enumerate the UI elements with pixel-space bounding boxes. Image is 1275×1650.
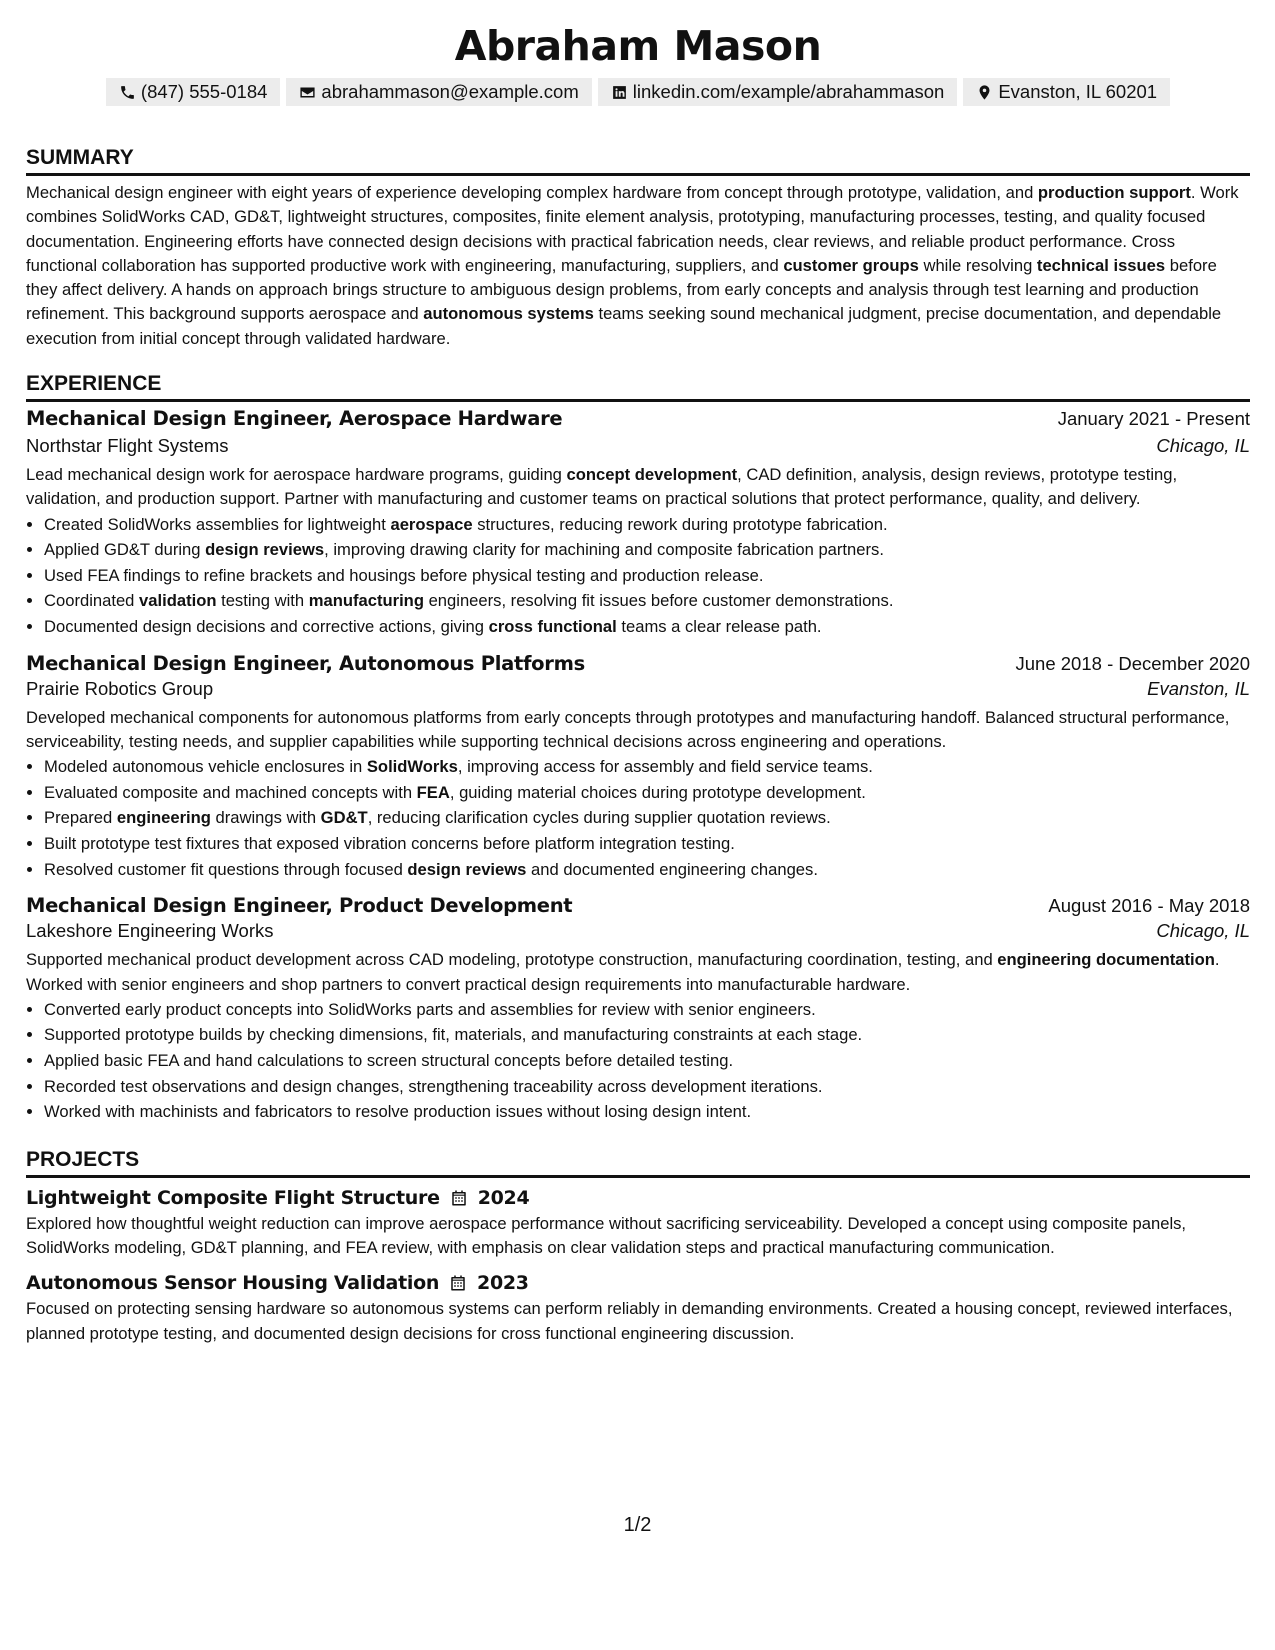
bold-keyword: validation xyxy=(139,591,217,611)
page-number: 1/2 xyxy=(623,1514,652,1536)
job-title: Mechanical Design Engineer, Aerospace Hardware xyxy=(26,407,563,431)
bullet-item: • Resolved customer fit questions through focused design reviews and documented engineering changes. xyxy=(44,857,1250,883)
job-company: Prairie Robotics Group xyxy=(26,677,214,699)
summary-divider xyxy=(26,173,1250,176)
bold-keyword: design reviews xyxy=(205,540,325,560)
bullet-item: • Converted early product concepts into SolidWorks parts and assemblies for review with senior engineers. xyxy=(44,997,1250,1023)
bullet-item: • Used FEA findings to refine brackets and housings before physical testing and production release. xyxy=(44,563,1250,589)
project-description: Focused on protecting sensing hardware so autonomous systems can perform reliably in demanding environments. Created a housing concept, reviewed interfaces, planned prototype testing, and documented design decisions for cross functional engineering discussion. xyxy=(26,1299,1233,1343)
contact-linkedin[interactable] xyxy=(598,78,958,106)
job-description: Developed mechanical components for autonomous platforms from early concepts through prototypes and manufacturing handoff. Balanced structural performance, serviceability, testing needs, and supplier capabilities while supporting technical decisions across engineering and operations. xyxy=(26,707,1230,751)
bullet-item: • Supported prototype builds by checking dimensions, fit, materials, and manufacturing constraints at each stage. xyxy=(44,1022,1250,1048)
bullet-item: • Documented design decisions and corrective actions, giving cross functional teams a clear release path. xyxy=(44,614,1250,640)
job-title: Mechanical Design Engineer, Product Development xyxy=(26,894,573,918)
contact-linkedin-text: linkedin.com/example/abrahammason xyxy=(632,81,945,102)
bold-keyword: engineering xyxy=(116,808,211,828)
job-entry xyxy=(26,652,1250,883)
calendar-icon xyxy=(449,1274,467,1292)
bullet-item: • Modeled autonomous vehicle enclosures in SolidWorks, improving access for assembly and field service teams. xyxy=(44,754,1250,780)
experience-heading: EXPERIENCE xyxy=(26,372,162,396)
project-year: 2024 xyxy=(477,1186,530,1209)
bold-keyword: autonomous systems xyxy=(423,304,594,324)
job-description: Supported mechanical product development across CAD modeling, prototype construction, manufacturing coordination, testing, and engineering documentation. Worked with senior engineers and shop partners to convert practical design requirements into manufacturable hardware. xyxy=(26,950,1220,994)
job-entry xyxy=(26,407,1250,640)
project-description: Explored how thoughtful weight reduction can improve aerospace performance without sacrificing serviceability. Developed a concept using composite panels, SolidWorks modeling, GD&T planning, and FEA review, with emphasis on clear validation steps and practical manufacturing communication. xyxy=(26,1213,1187,1258)
summary-section xyxy=(26,139,1250,351)
summary-heading: SUMMARY xyxy=(26,146,134,169)
bold-keyword: FEA xyxy=(416,782,450,802)
bullet-item: • Prepared engineering drawings with GD&T, reducing clarification cycles during supplier quotation reviews. xyxy=(44,805,1250,831)
project-entry xyxy=(26,1187,1250,1261)
bold-keyword: GD&T xyxy=(320,808,368,828)
job-location: Chicago, IL xyxy=(1156,920,1250,942)
job-entry xyxy=(26,894,1250,1125)
contact-bar xyxy=(26,78,1250,106)
job-location: Chicago, IL xyxy=(1156,435,1250,457)
bullet-item: • Applied basic FEA and hand calculations to screen structural concepts before detailed testing. xyxy=(44,1048,1250,1074)
job-location: Evanston, IL xyxy=(1147,677,1250,699)
job-bullets xyxy=(26,997,1250,1125)
envelope-icon xyxy=(299,84,316,101)
job-bullets xyxy=(26,512,1250,640)
job-description: Lead mechanical design work for aerospace hardware programs, guiding concept development, CAD definition, analysis, design reviews, prototype testing, validation, and production support. Partner with manufacturing and customer teams on practical solutions that protect performance, quality, and delivery. xyxy=(26,465,1178,509)
linkedin-icon xyxy=(611,84,628,101)
calendar-icon xyxy=(450,1189,468,1207)
bold-keyword: cross functional xyxy=(488,617,617,637)
project-year: 2023 xyxy=(477,1272,529,1295)
job-dates: June 2018 - December 2020 xyxy=(1015,652,1250,674)
bullet-item: • Created SolidWorks assemblies for lightweight aerospace structures, reducing rework during prototype fabrication. xyxy=(44,512,1250,538)
job-dates: August 2016 - May 2018 xyxy=(1048,895,1250,917)
bold-keyword: customer groups xyxy=(783,255,919,275)
bold-keyword: manufacturing xyxy=(308,591,424,611)
contact-location xyxy=(963,78,1170,106)
bold-keyword: engineering documentation xyxy=(997,950,1215,970)
phone-icon xyxy=(119,84,136,101)
bold-keyword: production support xyxy=(1037,183,1191,202)
projects-divider xyxy=(26,1175,1250,1178)
bullet-item: • Coordinated validation testing with manufacturing engineers, resolving fit issues before customer demonstrations. xyxy=(44,588,1250,614)
candidate-name: Abraham Mason xyxy=(454,22,822,70)
project-entry xyxy=(26,1272,1250,1346)
bullet-item: • Evaluated composite and machined concepts with FEA, guiding material choices during prototype development. xyxy=(44,780,1250,806)
bullet-item: • Applied GD&T during design reviews, improving drawing clarity for machining and composite fabrication partners. xyxy=(44,537,1250,563)
bold-keyword: design reviews xyxy=(407,859,527,879)
contact-phone-text: (847) 555-0184 xyxy=(140,81,268,102)
bullet-item: • Worked with machinists and fabricators to resolve production issues without losing design intent. xyxy=(44,1099,1250,1125)
bullet-item: • Built prototype test fixtures that exposed vibration concerns before platform integration testing. xyxy=(44,831,1250,857)
contact-email-text: abrahammason@example.com xyxy=(321,81,579,102)
project-title: Autonomous Sensor Housing Validation xyxy=(26,1272,440,1295)
bold-keyword: technical issues xyxy=(1036,255,1166,275)
experience-divider xyxy=(26,399,1250,402)
project-title: Lightweight Composite Flight Structure xyxy=(26,1186,440,1209)
bullet-item: • Recorded test observations and design changes, strengthening traceability across development iterations. xyxy=(44,1074,1250,1100)
job-company: Northstar Flight Systems xyxy=(26,435,229,457)
job-company: Lakeshore Engineering Works xyxy=(26,920,274,942)
job-title: Mechanical Design Engineer, Autonomous Platforms xyxy=(26,651,585,675)
map-pin-icon xyxy=(976,84,993,101)
bold-keyword: aerospace xyxy=(390,514,473,534)
experience-section xyxy=(26,365,1250,1125)
job-bullets xyxy=(26,754,1250,882)
projects-section xyxy=(26,1141,1250,1346)
contact-location-text: Evanston, IL 60201 xyxy=(998,81,1158,102)
summary-text: Mechanical design engineer with eight years of experience developing complex hardware from concept through prototype, validation, and production support. Work combines SolidWorks CAD, GD&T, lightweight structures, composites, finite element analysis, prototyping, manufacturing processes, testing, and quality focused documentation. Engineering efforts have connected design decisions with practical fabrication needs, clear reviews, and reliable product performance. Cross functional collaboration has supported productive work with engineering, manufacturing, suppliers, and customer groups while resolving technical issues before they affect delivery. A hands on approach brings structure to ambiguous design problems, from early concepts and analysis through test learning and production refinement. This background supports aerospace and autonomous systems teams seeking sound mechanical judgment, precise documentation, and dependable execution from initial concept through validated hardware. xyxy=(26,183,1239,348)
job-dates: January 2021 - Present xyxy=(1057,408,1250,430)
resume-page xyxy=(26,20,1250,1346)
projects-heading: PROJECTS xyxy=(26,1147,140,1171)
contact-phone[interactable] xyxy=(106,78,281,106)
bold-keyword: concept development xyxy=(566,465,738,485)
bold-keyword: SolidWorks xyxy=(366,757,458,777)
contact-email[interactable] xyxy=(286,78,591,106)
